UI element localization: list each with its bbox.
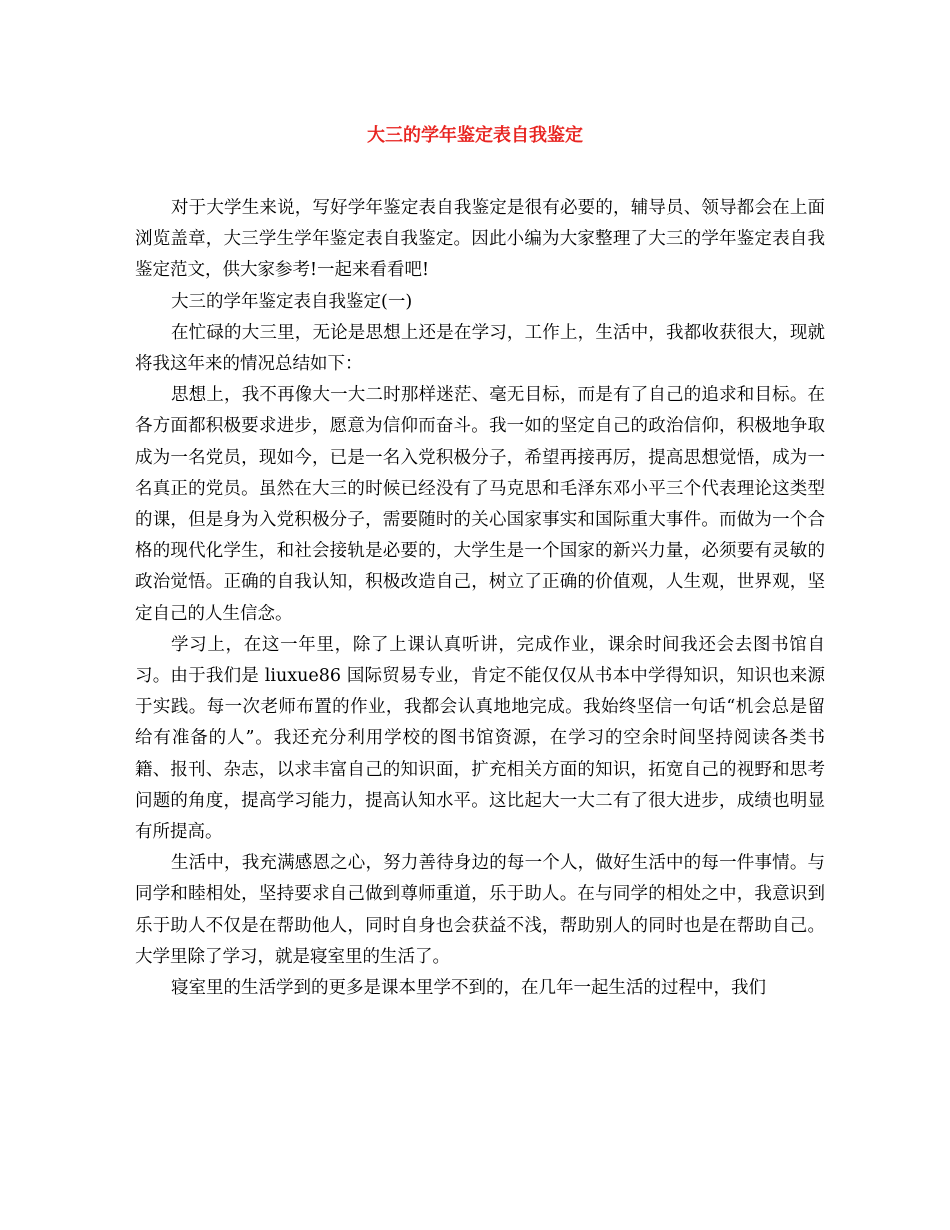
paragraph-intro: 对于大学生来说，写好学年鉴定表自我鉴定是很有必要的，辅导员、领导都会在上面浏览盖章，大三学生学年鉴定表自我鉴定。因此小编为大家整理了大三的学年鉴定表自我鉴定范文，供大家参考!一起来看看吧! [135,198,825,281]
document-body [135,193,825,1004]
paragraph-ideology: 思想上，我不再像大一大二时那样迷茫、毫无目标，而是有了自己的追求和目标。在各方面都积极要求进步，愿意为信仰而奋斗。我一如的坚定自己的政治信仰，积极地争取成为一名党员，现如今，已是一名入党积极分子，希望再接再厉，提高思想觉悟，成为一名真正的党员。虽然在大三的时候已经没有了马克思和毛泽东邓小平三个代表理论这类型的课，但是身为入党积极分子，需要随时的关心国家事实和国际重大事件。而做为一个合格的现代化学生，和社会接轨是必要的，大学生是一个国家的新兴力量，必须要有灵敏的政治觉悟。正确的自我认知，积极改造自己，树立了正确的价值观，人生观，世界观，坚定自己的人生信念。 [135,385,825,624]
paragraph-summary: 在忙碌的大三里，无论是思想上还是在学习，工作上，生活中，我都收获很大，现就将我这年来的情况总结如下： [135,322,825,375]
document-title: 大三的学年鉴定表自我鉴定 [367,125,583,146]
section-heading: 大三的学年鉴定表自我鉴定(一) [171,291,413,312]
paragraph-study: 学习上，在这一年里，除了上课认真听讲，完成作业，课余时间我还会去图书馆自习。由于我们是 liuxue86 国际贸易专业，肯定不能仅仅从书本中学得知识，知识也来源于实践。每一次老师布置的作业，我都会认真地地完成。我始终坚信一句话“机会总是留给有准备的人”。我还充分利用学校的图书馆资源，在学习的空余时间坚持阅读各类书籍、报刊、杂志，以求丰富自己的知识面，扩充相关方面的知识，拓宽自己的视野和思考问题的角度，提高学习能力，提高认知水平。这比起大一大二有了很大进步，成绩也明显有所提高。 [135,634,825,843]
paragraph-life: 生活中，我充满感恩之心，努力善待身边的每一个人，做好生活中的每一件事情。与同学和睦相处，坚持要求自己做到尊师重道，乐于助人。在与同学的相处之中，我意识到乐于助人不仅是在帮助他人，同时自身也会获益不浅，帮助别人的同时也是在帮助自己。大学里除了学习，就是寝室里的生活了。 [135,853,825,967]
paragraph-dorm: 寝室里的生活学到的更多是课本里学不到的，在几年一起生活的过程中，我们 [171,978,766,999]
